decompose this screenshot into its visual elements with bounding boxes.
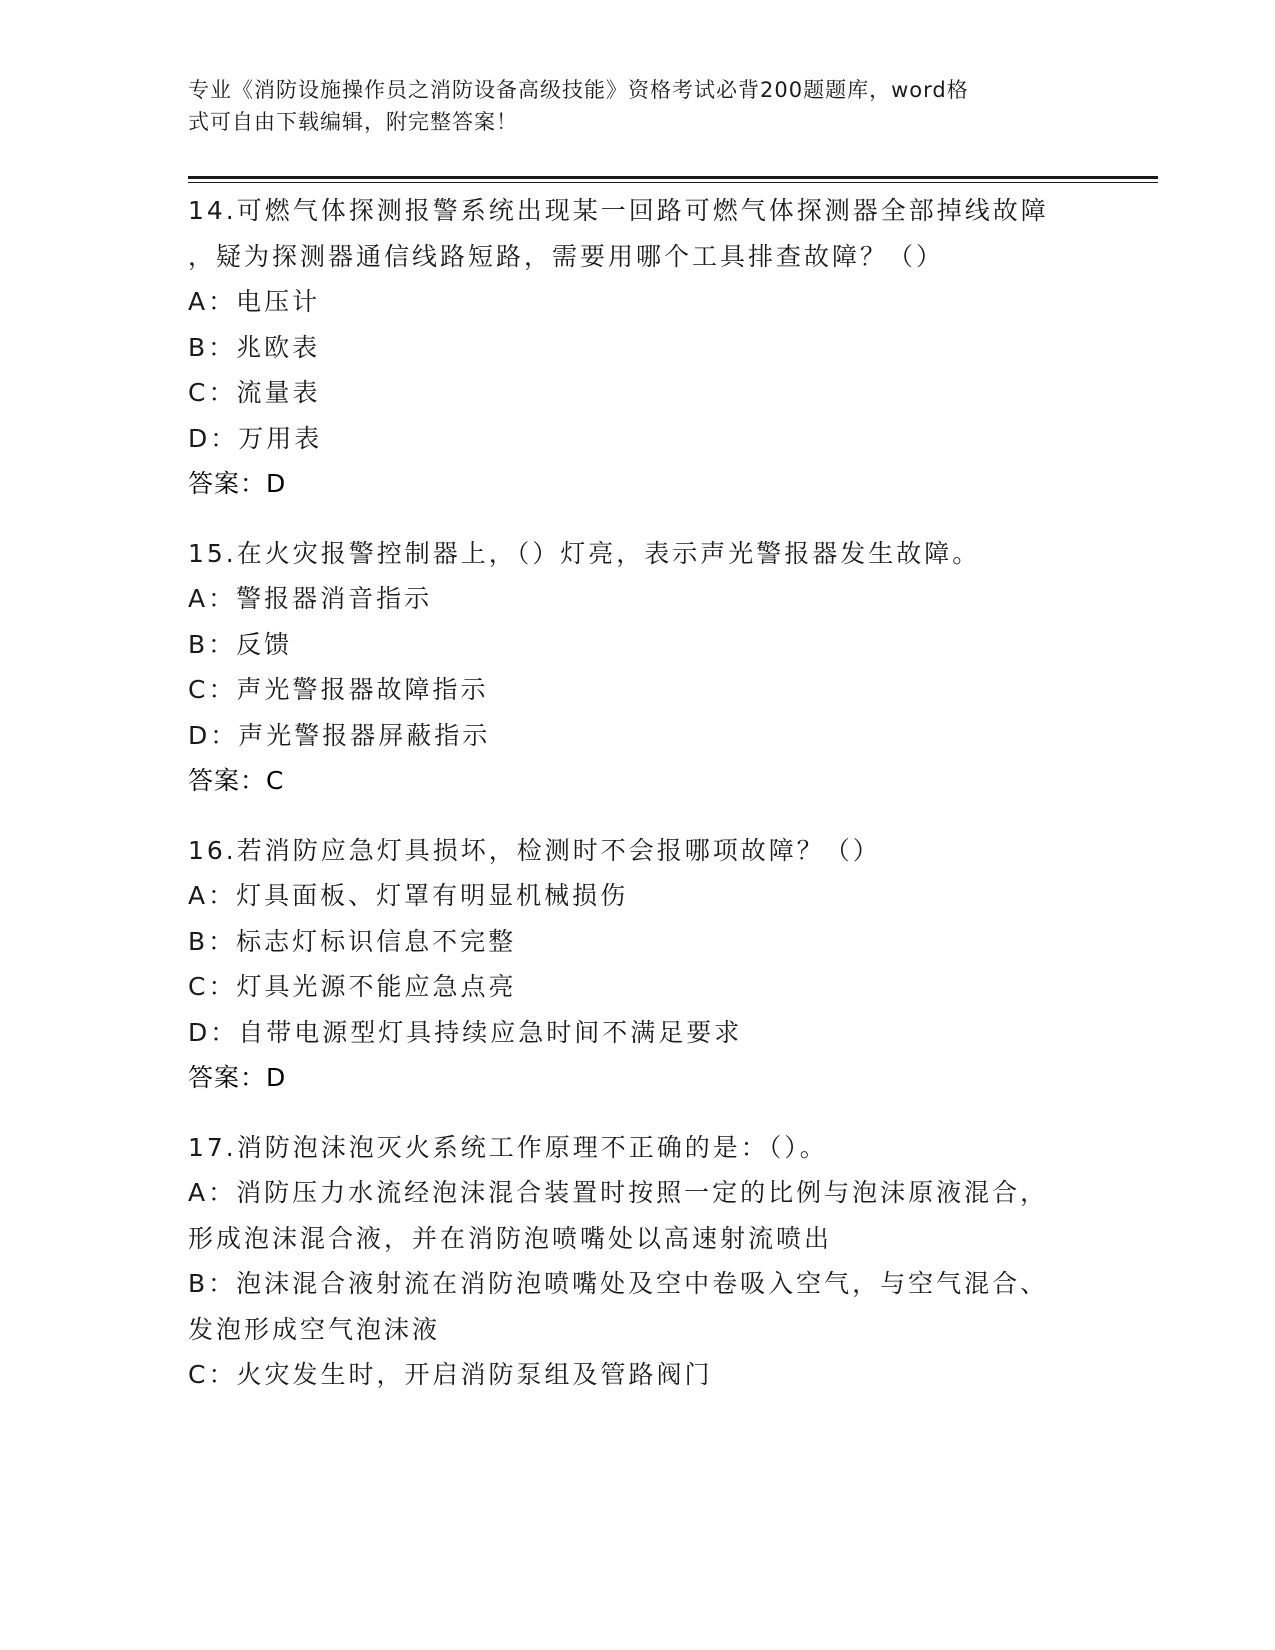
document-header xyxy=(188,74,1068,138)
answer-option: 发泡形成空气泡沫液 xyxy=(188,1314,441,1344)
question-stem: 15.在火灾报警控制器上，（）灯亮，表示声光警报器发生故障。 xyxy=(188,538,981,568)
question-stem: 16.若消防应急灯具损坏，检测时不会报哪项故障？（） xyxy=(188,835,881,865)
answer-option: B：泡沫混合液射流在消防泡喷嘴处及空中卷吸入空气，与空气混合、 xyxy=(188,1269,1049,1298)
correct-answer: 答案：C xyxy=(188,766,285,795)
answer-option: A：灯具面板、灯罩有明显机械损伤 xyxy=(188,881,629,910)
question-item xyxy=(188,188,1158,507)
header-divider-thick xyxy=(188,176,1158,179)
answer-option: D：万用表 xyxy=(188,423,323,453)
answer-option: D：自带电源型灯具持续应急时间不满足要求 xyxy=(188,1017,743,1047)
question-item xyxy=(188,531,1158,804)
answer-option: 形成泡沫混合液，并在消防泡喷嘴处以高速射流喷出 xyxy=(188,1223,833,1253)
question-item xyxy=(188,1125,1158,1398)
answer-option: A：电压计 xyxy=(188,287,321,316)
answer-option: B：标志灯标识信息不完整 xyxy=(188,926,517,956)
question-stem: ，疑为探测器通信线路短路，需要用哪个工具排查故障？（） xyxy=(188,241,945,271)
question-item xyxy=(188,828,1158,1101)
header-line-1: 专业《消防设施操作员之消防设备高级技能》资格考试必背200题题库，word格 xyxy=(188,78,969,102)
answer-option: D：声光警报器屏蔽指示 xyxy=(188,720,491,750)
answer-option: C：声光警报器故障指示 xyxy=(188,675,489,704)
answer-option: C：灯具光源不能应急点亮 xyxy=(188,972,517,1001)
answer-option: B：兆欧表 xyxy=(188,332,321,362)
answer-option: A：消防压力水流经泡沫混合装置时按照一定的比例与泡沫原液混合， xyxy=(188,1178,1049,1207)
answer-option: C：火灾发生时，开启消防泵组及管路阀门 xyxy=(188,1360,713,1389)
answer-option: C：流量表 xyxy=(188,378,321,407)
correct-answer: 答案：D xyxy=(188,469,287,498)
correct-answer: 答案：D xyxy=(188,1063,287,1092)
answer-option: A：警报器消音指示 xyxy=(188,584,433,613)
header-divider-thin xyxy=(188,182,1158,183)
answer-option: B：反馈 xyxy=(188,629,293,659)
question-list xyxy=(188,188,1158,1422)
question-stem: 17.消防泡沫泡灭火系统工作原理不正确的是：（）。 xyxy=(188,1132,828,1162)
header-line-2: 式可自由下载编辑，附完整答案！ xyxy=(188,110,518,134)
question-stem: 14.可燃气体探测报警系统出现某一回路可燃气体探测器全部掉线故障 xyxy=(188,196,1049,225)
document-page xyxy=(188,0,1158,1650)
